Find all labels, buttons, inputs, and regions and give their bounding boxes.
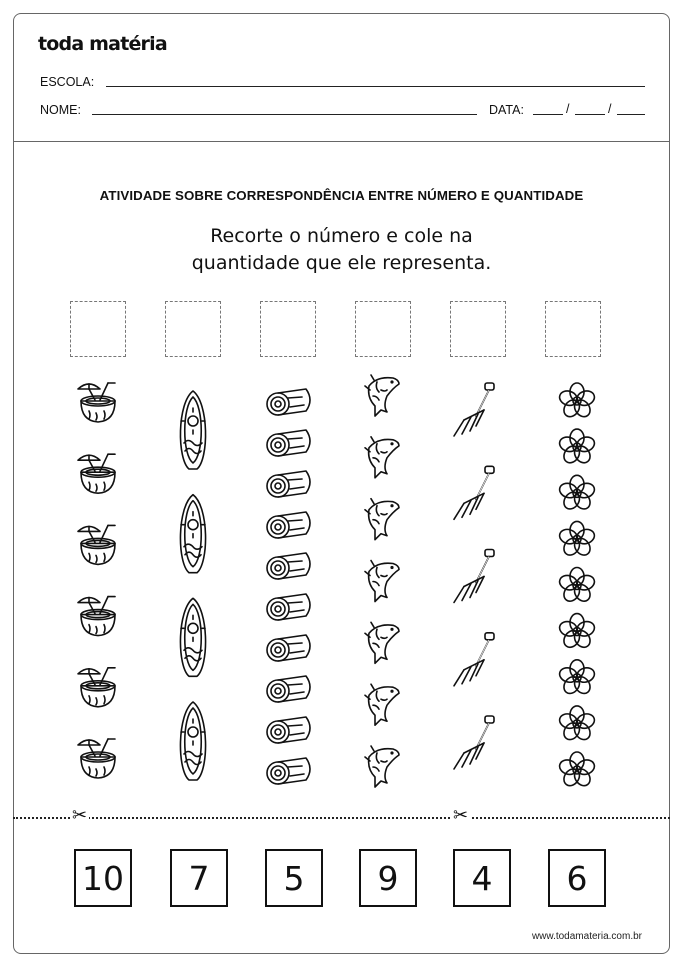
- pitchfork-icon: [454, 716, 494, 769]
- log-icon: [267, 430, 310, 456]
- fish-icon: [365, 746, 399, 787]
- pitchfork-icon: [454, 466, 494, 519]
- pitchfork-icon: [454, 383, 494, 436]
- surfboard-icon: [180, 495, 205, 573]
- hibiscus-flower-icon: [558, 568, 597, 605]
- fish-icon: [365, 684, 399, 725]
- hibiscus-flower-icon: [558, 706, 597, 743]
- number-card[interactable]: 7: [170, 849, 228, 907]
- data-label: DATA:: [489, 103, 524, 117]
- pitchfork-icon: [454, 550, 494, 603]
- log-icon: [267, 553, 310, 579]
- hibiscus-flower-icon: [558, 521, 597, 558]
- hibiscus-flower-icon: [558, 752, 597, 789]
- coconut-drink-icon: [78, 454, 115, 493]
- activity-title: ATIVIDADE SOBRE CORRESPONDÊNCIA ENTRE NÚMERO E QUANTIDADE: [99, 188, 584, 203]
- hibiscus-flower-icon: [558, 383, 597, 420]
- scissors-icon: ✂: [72, 805, 88, 826]
- log-icon: [267, 471, 310, 497]
- website-url: www.todamateria.com.br: [531, 931, 642, 942]
- number-card[interactable]: 4: [453, 849, 511, 907]
- hibiscus-flower-icon: [558, 429, 597, 466]
- nome-label: NOME:: [40, 103, 81, 117]
- number-card[interactable]: 10: [74, 849, 132, 907]
- number-card[interactable]: 6: [548, 849, 606, 907]
- log-icon: [267, 512, 310, 538]
- hibiscus-flower-icon: [558, 660, 597, 697]
- pitchfork-icon: [454, 633, 494, 686]
- date-separator: /: [566, 102, 570, 116]
- log-icon: [267, 676, 310, 702]
- surfboard-icon: [180, 702, 205, 780]
- coconut-drink-icon: [78, 739, 115, 778]
- log-icon: [267, 389, 310, 415]
- coconut-drink-icon: [78, 525, 115, 564]
- number-card[interactable]: 9: [359, 849, 417, 907]
- fish-icon: [365, 437, 399, 478]
- log-icon: [267, 717, 310, 743]
- fish-icon: [365, 375, 399, 416]
- coconut-drink-icon: [78, 597, 115, 636]
- surfboard-icon: [180, 391, 205, 469]
- escola-label: ESCOLA:: [40, 75, 95, 89]
- date-separator: /: [608, 102, 612, 116]
- surfboard-icon: [180, 598, 205, 676]
- fish-icon: [365, 499, 399, 540]
- hibiscus-flower-icon: [558, 614, 597, 651]
- log-icon: [267, 758, 310, 784]
- log-icon: [267, 594, 310, 620]
- scissors-icon: ✂: [453, 805, 469, 826]
- hibiscus-flower-icon: [558, 475, 597, 512]
- log-icon: [267, 635, 310, 661]
- cut-line: [13, 817, 670, 819]
- coconut-drink-icon: [78, 383, 115, 422]
- fish-icon: [365, 561, 399, 602]
- brand-logo: toda matéria: [38, 33, 167, 55]
- coconut-drink-icon: [78, 668, 115, 707]
- number-card[interactable]: 5: [265, 849, 323, 907]
- fish-icon: [365, 622, 399, 663]
- activity-instruction: Recorte o número e cole na quantidade que ele representa.: [191, 225, 492, 274]
